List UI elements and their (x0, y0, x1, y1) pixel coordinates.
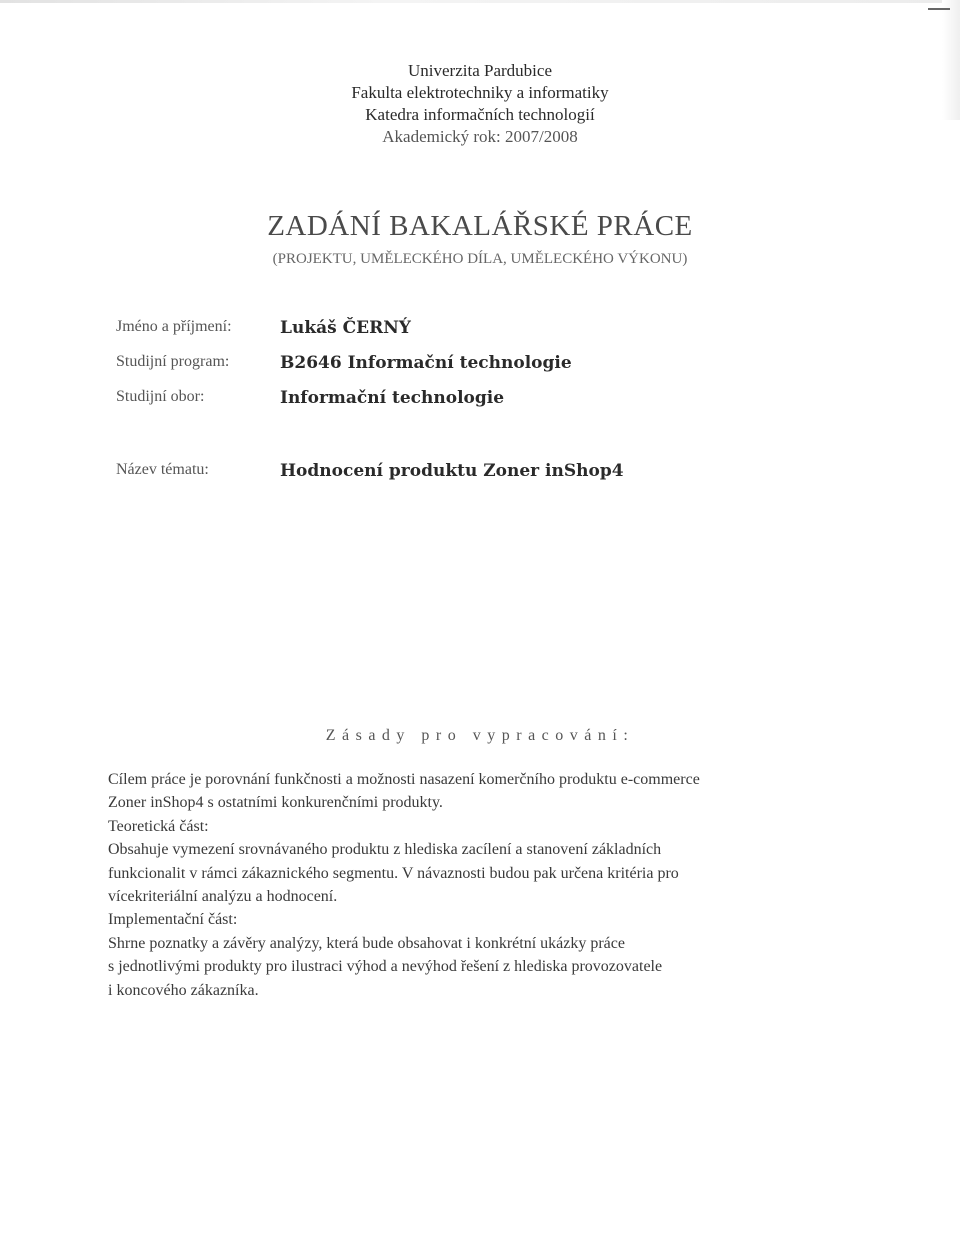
name-label: Jméno a příjmení: (116, 318, 232, 335)
field-row (112, 388, 872, 423)
principles-heading: Zásady pro vypracování: (325, 727, 635, 744)
document-subtitle: (PROJEKTU, UMĚLECKÉHO DÍLA, UMĚLECKÉHO VÝKONU) (272, 251, 688, 267)
text-line: Teoretická část: (108, 817, 209, 835)
text-line: i koncového zákazníka. (108, 981, 259, 999)
scan-edge-top (0, 0, 960, 3)
text-line: Zoner inShop4 s ostatními konkurenčními produkty. (108, 794, 443, 812)
scan-mark (928, 8, 950, 10)
student-info (112, 318, 872, 496)
field-value: Informační technologie (280, 388, 505, 408)
text-line: Obsahuje vymezení srovnávaného produktu z hlediska zacílení a stanovení základních (108, 841, 662, 859)
department-name: Katedra informačních technologií (365, 105, 595, 124)
field-label: Studijní obor: (116, 388, 205, 405)
faculty-name: Fakulta elektrotechniky a informatiky (351, 83, 609, 102)
university-name: Univerzita Pardubice (408, 61, 552, 80)
name-value: Lukáš ČERNÝ (280, 318, 411, 338)
text-line: Shrne poznatky a závěry analýzy, která bude obsahovat i konkrétní ukázky práce (108, 934, 625, 952)
program-label: Studijní program: (116, 353, 230, 370)
text-line: vícekriteriální analýzu a hodnocení. (108, 888, 338, 906)
topic-row (112, 461, 872, 496)
document-title: ZADÁNÍ BAKALÁŘSKÉ PRÁCE (267, 210, 693, 242)
text-line: funkcionalit v rámci zákaznického segmentu. V návaznosti budou pak určena kritéria pro (108, 864, 679, 882)
program-value: B2646 Informační technologie (280, 353, 572, 373)
title-block (0, 208, 960, 270)
principles-text (108, 768, 868, 1002)
topic-value: Hodnocení produktu Zoner inShop4 (280, 461, 624, 481)
name-row (112, 318, 872, 353)
academic-year: Akademický rok: 2007/2008 (382, 127, 578, 146)
text-line: Implementační část: (108, 911, 238, 929)
topic-label: Název tématu: (116, 461, 209, 478)
program-row (112, 353, 872, 388)
document-header (0, 60, 960, 148)
text-line: Cílem práce je porovnání funkčnosti a možnosti nasazení komerčního produktu e-commerce (108, 771, 700, 788)
text-line: s jednotlivými produkty pro ilustraci výhod a nevýhod řešení z hlediska provozovatele (108, 958, 663, 976)
